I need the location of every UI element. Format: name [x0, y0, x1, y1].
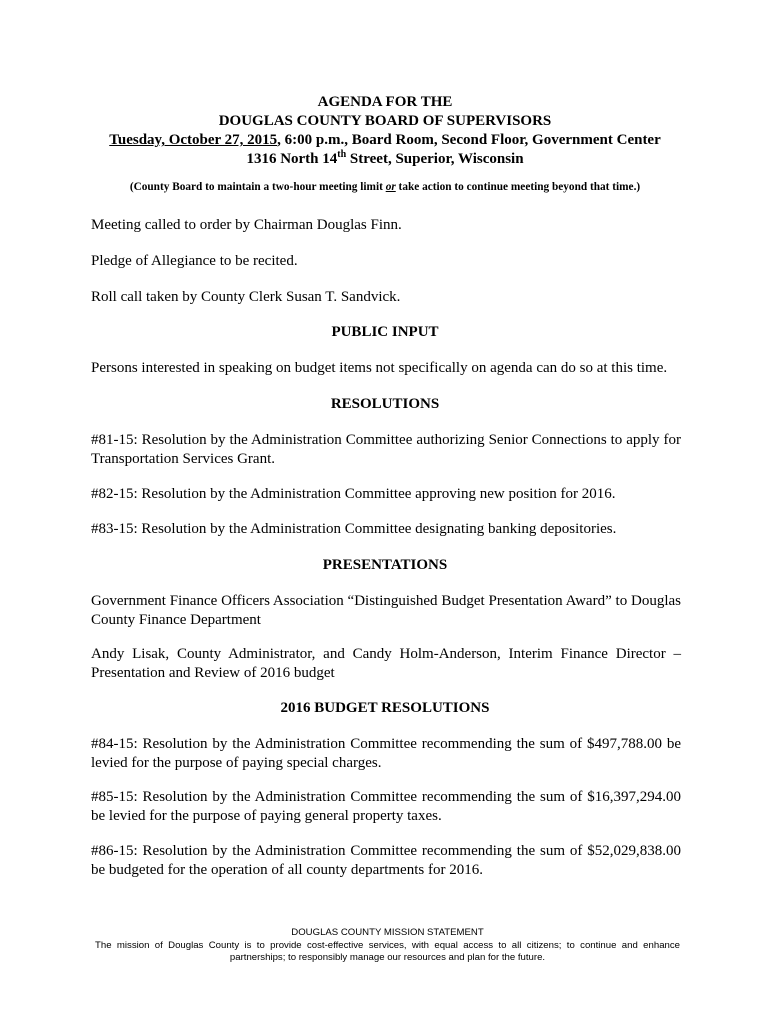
- mission-statement: [95, 927, 680, 965]
- public-input-heading: PUBLIC INPUT: [331, 324, 439, 340]
- resolution-83-15: #83-15: Resolution by the Administration Committee designating banking depositories.: [91, 521, 617, 537]
- public-input-text: Persons interested in speaking on budget items not specifically on agenda can do so at this time.: [91, 360, 668, 376]
- mission-statement-text: The mission of Douglas County is to provide cost-effective services, with equal access to all citizens; to continue and enhance partnerships; to responsibly manage our resources and plan for the future.: [95, 939, 680, 963]
- meeting-address: 1316 North 14th Street, Superior, Wisconsin: [246, 149, 524, 167]
- mission-statement-title: DOUGLAS COUNTY MISSION STATEMENT: [291, 927, 484, 938]
- budget-resolutions-heading: 2016 BUDGET RESOLUTIONS: [280, 700, 490, 716]
- resolution-81-15: #81-15: Resolution by the Administration Committee authorizing Senior Connections to apply for Transportation Services Grant.: [91, 432, 681, 467]
- agenda-header: [60, 93, 710, 169]
- meeting-date: Tuesday, October 27, 2015: [109, 132, 278, 148]
- meeting-time-place: , 6:00 p.m., Board Room, Second Floor, Government Center: [277, 132, 661, 148]
- resolution-84-15: #84-15: Resolution by the Administration Committee recommending the sum of $497,788.00 be levied for the purpose of paying special charges.: [91, 736, 681, 771]
- presentations-heading: PRESENTATIONS: [322, 557, 448, 573]
- presentation-award: Government Finance Officers Association “Distinguished Budget Presentation Award” to Douglas County Finance Department: [91, 593, 681, 628]
- roll-call: Roll call taken by County Clerk Susan T. Sandvick.: [91, 289, 401, 305]
- call-to-order: Meeting called to order by Chairman Douglas Finn.: [91, 217, 402, 233]
- resolution-82-15: #82-15: Resolution by the Administration Committee approving new position for 2016.: [91, 486, 616, 502]
- agenda-title: AGENDA FOR THE: [317, 94, 453, 110]
- meeting-date-location: [60, 131, 710, 150]
- resolutions-heading: RESOLUTIONS: [330, 396, 440, 412]
- board-name: DOUGLAS COUNTY BOARD OF SUPERVISORS: [218, 113, 552, 129]
- time-limit-note: (County Board to maintain a two-hour meeting limit or take action to continue meeting beyond that time.): [129, 181, 641, 193]
- resolution-85-15: #85-15: Resolution by the Administration Committee recommending the sum of $16,397,294.00 be levied for the purpose of paying general property taxes.: [91, 789, 681, 824]
- presentation-budget-review: Andy Lisak, County Administrator, and Candy Holm-Anderson, Interim Finance Director – Presentation and Review of 2016 budget: [91, 646, 681, 681]
- resolution-86-15: #86-15: Resolution by the Administration Committee recommending the sum of $52,029,838.00 be budgeted for the operation of all county departments for 2016.: [91, 843, 681, 878]
- pledge: Pledge of Allegiance to be recited.: [91, 253, 298, 269]
